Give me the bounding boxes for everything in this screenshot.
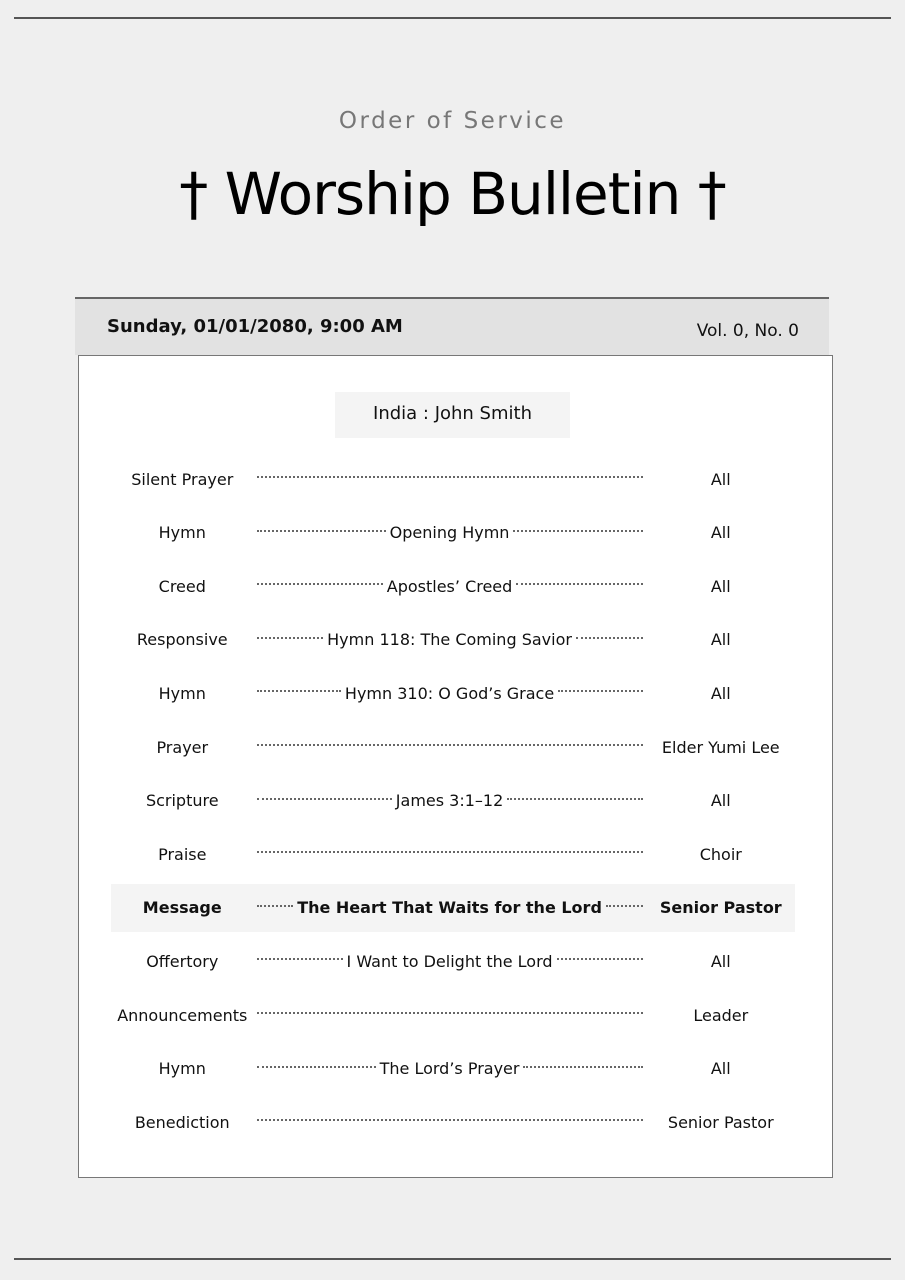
item-detail: The Heart That Waits for the Lord (297, 898, 602, 918)
item-by: All (710, 576, 731, 596)
item-part: Message (142, 898, 222, 918)
item-part: Hymn (158, 1059, 206, 1079)
item-part: Responsive (136, 630, 228, 650)
item-by: All (710, 683, 731, 703)
item-part: Silent Prayer (131, 469, 234, 489)
item-detail-line (257, 898, 643, 917)
service-item (111, 509, 795, 557)
item-part: Hymn (158, 523, 206, 543)
item-detail: I Want to Delight the Lord (346, 951, 553, 971)
service-item (111, 669, 795, 717)
item-detail: James 3:1–12 (395, 791, 504, 811)
page-title: † Worship Bulletin † (179, 160, 726, 228)
leader-dots (558, 690, 642, 692)
service-item (111, 616, 795, 664)
item-part: Offertory (146, 951, 219, 971)
service-item (111, 455, 795, 503)
leader-dots (257, 476, 643, 478)
item-by: All (710, 951, 731, 971)
item-by: All (710, 630, 731, 650)
leader-dots (257, 851, 643, 853)
leader-dots (257, 690, 341, 692)
leader-dots (257, 637, 324, 639)
item-by: Elder Yumi Lee (661, 737, 780, 757)
item-detail-line (257, 577, 643, 596)
leader-dots (507, 798, 642, 800)
leader-dots (576, 637, 643, 639)
item-part: Scripture (145, 791, 219, 811)
volume-number: Vol. 0, No. 0 (696, 321, 799, 341)
service-item (111, 991, 795, 1039)
leader-dots (516, 583, 642, 585)
item-by: Leader (693, 1005, 749, 1025)
item-part: Hymn (158, 683, 206, 703)
leader-dots (606, 905, 643, 907)
service-item (111, 884, 795, 932)
service-item (111, 777, 795, 825)
item-detail-line (257, 630, 643, 649)
item-detail-line (257, 1059, 643, 1078)
item-by: All (710, 791, 731, 811)
leader-dots (257, 1119, 643, 1121)
leader-dots (523, 1066, 642, 1068)
leader-dots (557, 958, 643, 960)
service-item (111, 830, 795, 878)
leader-dots (257, 744, 643, 746)
item-detail: Apostles’ Creed (386, 576, 513, 596)
service-date: Sunday, 01/01/2080, 9:00 AM (107, 316, 403, 337)
item-detail: Hymn 310: O God’s Grace (344, 683, 555, 703)
item-by: Choir (699, 844, 742, 864)
item-by: All (710, 469, 731, 489)
item-part: Prayer (156, 737, 209, 757)
leader-dots (257, 1066, 376, 1068)
item-by: Senior Pastor (667, 1112, 774, 1132)
leader-dots (257, 798, 392, 800)
item-part: Creed (158, 576, 206, 596)
leader-dots (257, 905, 294, 907)
item-detail-line (257, 684, 643, 703)
item-detail: The Lord’s Prayer (379, 1059, 520, 1079)
service-item (111, 1098, 795, 1146)
top-rule (14, 17, 891, 19)
item-detail: Opening Hymn (389, 523, 510, 543)
service-item (111, 937, 795, 985)
subtitle: Order of Service (338, 108, 567, 134)
order-of-service (78, 355, 833, 1178)
item-detail-line (257, 952, 643, 971)
item-part: Praise (158, 844, 207, 864)
leader-dots (257, 583, 383, 585)
info-band (75, 297, 829, 355)
item-part: Announcements (117, 1005, 248, 1025)
item-by: All (710, 523, 731, 543)
leader-dots (257, 958, 343, 960)
leader-dots (257, 530, 386, 532)
bottom-rule (14, 1258, 891, 1260)
service-item (111, 562, 795, 610)
leader-dots (513, 530, 642, 532)
item-detail-line (257, 791, 643, 810)
leader-dots (257, 1012, 643, 1014)
item-detail-line (257, 523, 643, 542)
item-detail: Hymn 118: The Coming Savior (327, 630, 572, 650)
worship-leader: India : John Smith (335, 392, 570, 438)
item-by: All (710, 1059, 731, 1079)
item-part: Benediction (134, 1112, 230, 1132)
service-item (111, 1045, 795, 1093)
service-item (111, 723, 795, 771)
item-by: Senior Pastor (659, 898, 782, 918)
